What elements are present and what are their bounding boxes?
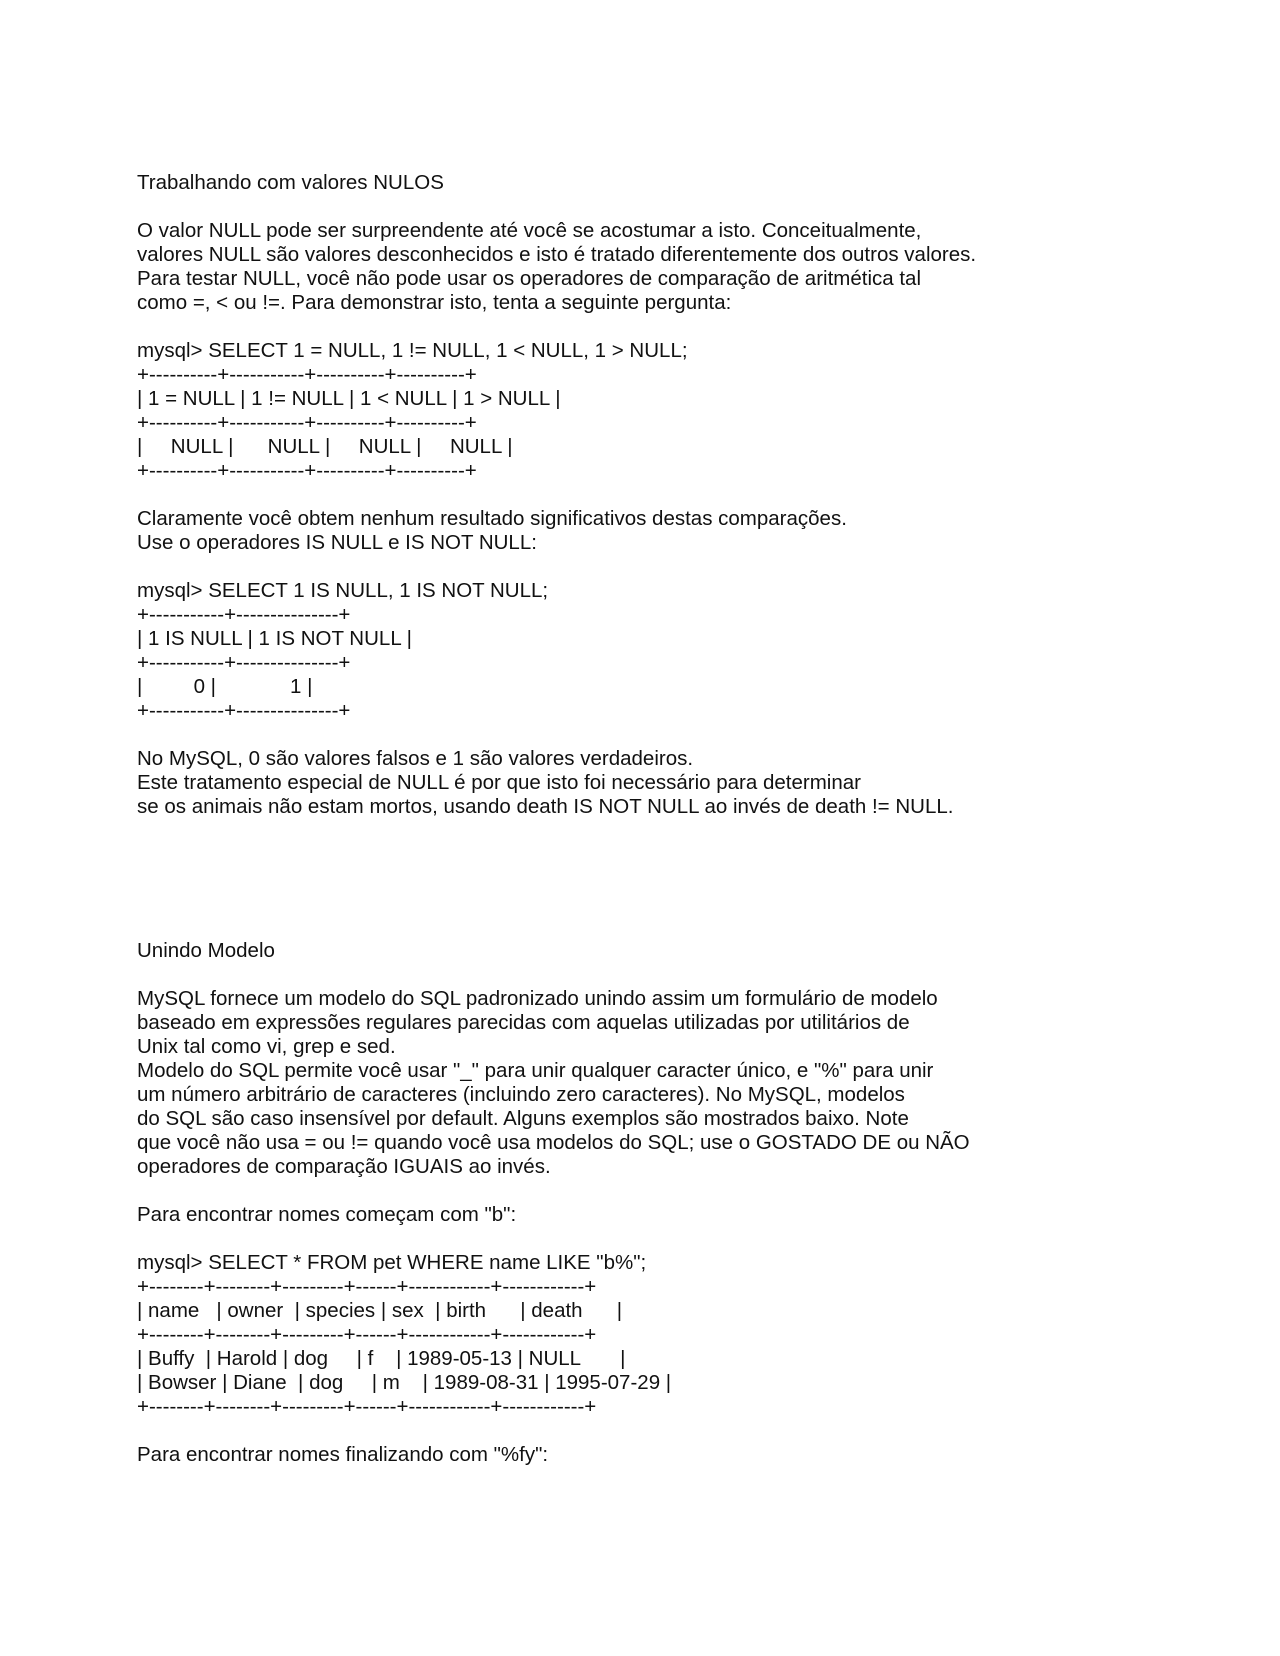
sql-query-line: mysql> SELECT * FROM pet WHERE name LIKE "b%"; — [137, 1251, 647, 1274]
sql-table-border: +----------+-----------+----------+----------+ — [137, 411, 477, 434]
paragraph-line: se os animais não estam mortos, usando death IS NOT NULL ao invés de death != NULL. — [137, 795, 954, 818]
sql-query-line: mysql> SELECT 1 = NULL, 1 != NULL, 1 < NULL, 1 > NULL; — [137, 339, 688, 362]
sql-table-row: | Buffy | Harold | dog | f | 1989-05-13 | NULL | — [137, 1347, 626, 1370]
sql-table-row: | NULL | NULL | NULL | NULL | — [137, 435, 513, 458]
paragraph-line: Claramente você obtem nenhum resultado significativos destas comparações. — [137, 507, 847, 530]
sql-table-header: | 1 IS NULL | 1 IS NOT NULL | — [137, 627, 412, 650]
paragraph-line: baseado em expressões regulares parecidas com aquelas utilizadas por utilitários de — [137, 1011, 910, 1034]
sql-table-border: +--------+--------+---------+------+------------+------------+ — [137, 1323, 597, 1346]
paragraph-line: como =, < ou !=. Para demonstrar isto, tenta a seguinte pergunta: — [137, 291, 732, 314]
sql-table-border: +-----------+---------------+ — [137, 699, 351, 722]
example-label: Para encontrar nomes começam com "b": — [137, 1203, 517, 1226]
sql-table-border: +----------+-----------+----------+----------+ — [137, 363, 477, 386]
paragraph-line: Unix tal como vi, grep e sed. — [137, 1035, 396, 1058]
paragraph-line: que você não usa = ou != quando você usa modelos do SQL; use o GOSTADO DE ou NÃO — [137, 1131, 970, 1154]
section-title-patterns: Unindo Modelo — [137, 939, 275, 962]
example-label: Para encontrar nomes finalizando com "%fy": — [137, 1443, 549, 1466]
section-title-nulls: Trabalhando com valores NULOS — [137, 171, 444, 194]
sql-table-row: | 0 | 1 | — [137, 675, 313, 698]
paragraph-line: MySQL fornece um modelo do SQL padronizado unindo assim um formulário de modelo — [137, 987, 938, 1010]
sql-table-border: +-----------+---------------+ — [137, 603, 351, 626]
paragraph-line: valores NULL são valores desconhecidos e isto é tratado diferentemente dos outros valores. — [137, 243, 977, 266]
paragraph-line: Modelo do SQL permite você usar "_" para unir qualquer caracter único, e "%" para unir — [137, 1059, 934, 1082]
sql-table-border: +-----------+---------------+ — [137, 651, 351, 674]
sql-table-border: +----------+-----------+----------+----------+ — [137, 459, 477, 482]
sql-table-border: +--------+--------+---------+------+------------+------------+ — [137, 1395, 597, 1418]
paragraph-line: operadores de comparação IGUAIS ao invés. — [137, 1155, 551, 1178]
paragraph-line: Este tratamento especial de NULL é por que isto foi necessário para determinar — [137, 771, 861, 794]
paragraph-line: do SQL são caso insensível por default. Alguns exemplos são mostrados baixo. Note — [137, 1107, 909, 1130]
paragraph-line: um número arbitrário de caracteres (incluindo zero caracteres). No MySQL, modelos — [137, 1083, 905, 1106]
sql-table-border: +--------+--------+---------+------+------------+------------+ — [137, 1275, 597, 1298]
paragraph-line: Para testar NULL, você não pode usar os operadores de comparação de aritmética tal — [137, 267, 921, 290]
sql-query-line: mysql> SELECT 1 IS NULL, 1 IS NOT NULL; — [137, 579, 549, 602]
sql-table-row: | Bowser | Diane | dog | m | 1989-08-31 | 1995-07-29 | — [137, 1371, 672, 1394]
paragraph-line: No MySQL, 0 são valores falsos e 1 são valores verdadeiros. — [137, 747, 694, 770]
sql-table-header: | name | owner | species | sex | birth | death | — [137, 1299, 623, 1322]
sql-table-header: | 1 = NULL | 1 != NULL | 1 < NULL | 1 > NULL | — [137, 387, 561, 410]
paragraph-line: O valor NULL pode ser surpreendente até você se acostumar a isto. Conceitualmente, — [137, 219, 922, 242]
paragraph-line: Use o operadores IS NULL e IS NOT NULL: — [137, 531, 537, 554]
